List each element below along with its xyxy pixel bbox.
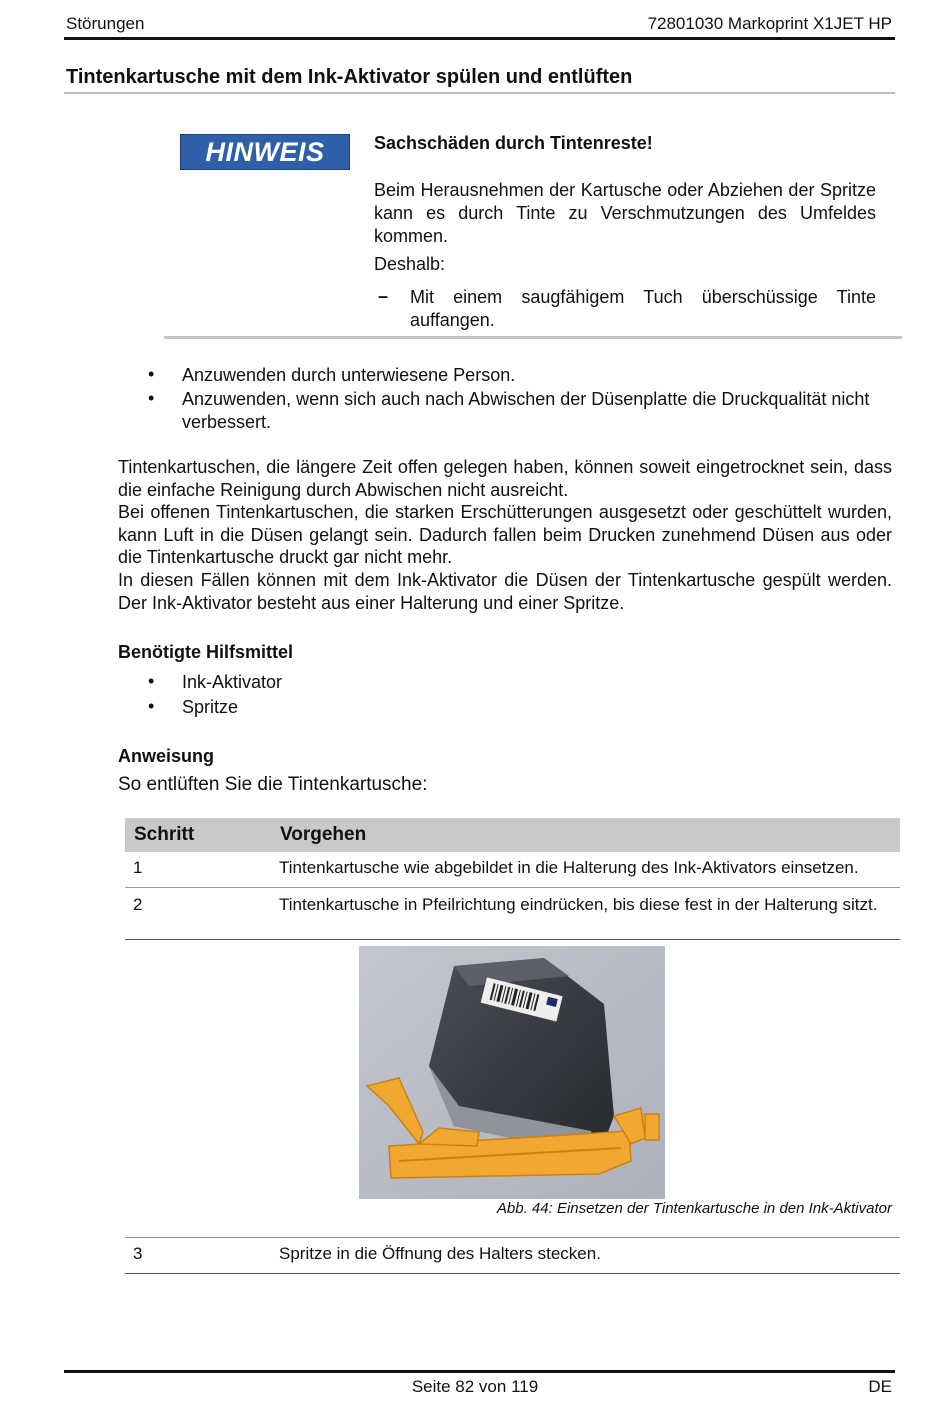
column-header-action: Vorgehen bbox=[280, 824, 367, 845]
figure-caption: Abb. 44: Einsetzen der Tintenkartusche in den Ink-Aktivator bbox=[496, 1200, 892, 1217]
usage-item: Anzuwenden, wenn sich auch nach Abwischen der Düsenplatte die Druckqualität nicht verbessert. bbox=[182, 389, 870, 432]
table-cell-step: 1 bbox=[133, 858, 143, 877]
page-number: Seite 82 von 119 bbox=[411, 1377, 539, 1396]
page-title: Tintenkartusche mit dem Ink-Aktivator spülen und entlüften bbox=[66, 66, 633, 88]
figure-image bbox=[359, 946, 665, 1199]
language-code: DE bbox=[868, 1377, 892, 1396]
instruction-heading: Anweisung bbox=[118, 746, 215, 766]
table-cell-action: Tintenkartusche in Pfeilrichtung eindrücken, bis diese fest in der Halterung sitzt. bbox=[279, 895, 878, 914]
table-cell-step: 3 bbox=[133, 1244, 143, 1263]
footer-divider bbox=[64, 1370, 895, 1373]
notice-badge: HINWEIS bbox=[180, 134, 350, 170]
bullet-icon: • bbox=[148, 388, 155, 408]
table-row-divider bbox=[125, 887, 900, 888]
usage-item: Anzuwenden durch unterwiesene Person. bbox=[182, 365, 516, 385]
cartridge-in-holder-illustration bbox=[359, 946, 665, 1199]
bullet-icon: • bbox=[148, 364, 155, 384]
paragraph: Bei offenen Tintenkartuschen, die starken Erschütterungen ausgesetzt oder geschüttelt wurden, kann Luft in die Düsen gelangt sein. Dadurch fallen beim Drucken zunehmend Düsen aus oder die Tintenkartusche druckt gar nicht mehr. bbox=[118, 502, 892, 568]
notice-dash: – bbox=[378, 286, 389, 306]
tools-heading: Benötigte Hilfsmittel bbox=[118, 642, 294, 662]
paragraph: Tintenkartuschen, die längere Zeit offen gelegen haben, können soweit eingetrocknet sein, dass die einfache Reinigung durch Abwischen nicht ausreicht. bbox=[118, 457, 892, 500]
table-row-divider bbox=[125, 1273, 900, 1274]
header-divider bbox=[64, 37, 895, 40]
header-product: 72801030 Markoprint X1JET HP bbox=[647, 14, 892, 33]
instruction-intro: So entlüften Sie die Tintenkartusche: bbox=[118, 774, 428, 795]
table-cell-action: Spritze in die Öffnung des Halters stecken. bbox=[279, 1244, 601, 1263]
notice-divider bbox=[164, 336, 902, 339]
column-header-step: Schritt bbox=[134, 824, 195, 845]
notice-heading: Sachschäden durch Tintenreste! bbox=[374, 133, 653, 153]
table-cell-step: 2 bbox=[133, 895, 143, 914]
tool-item: Ink-Aktivator bbox=[182, 672, 283, 692]
notice-therefore: Deshalb: bbox=[374, 254, 446, 274]
table-header bbox=[125, 818, 900, 852]
bullet-icon: • bbox=[148, 671, 155, 691]
bullet-icon: • bbox=[148, 696, 155, 716]
table-row-divider bbox=[125, 939, 900, 940]
notice-text: Beim Herausnehmen der Kartusche oder Abziehen der Spritze kann es durch Tinte zu Verschmutzungen des Umfeldes kommen. bbox=[374, 180, 876, 246]
table-cell-action: Tintenkartusche wie abgebildet in die Halterung des Ink-Aktivators einsetzen. bbox=[279, 858, 859, 877]
paragraph: In diesen Fällen können mit dem Ink-Aktivator die Düsen der Tintenkartusche gespült werden. Der Ink-Aktivator besteht aus einer Halterung und einer Spritze. bbox=[118, 570, 892, 613]
title-divider bbox=[64, 92, 895, 94]
notice-item: Mit einem saugfähigem Tuch überschüssige Tinte auffangen. bbox=[410, 287, 876, 330]
header-section: Störungen bbox=[66, 14, 145, 33]
table-row-divider bbox=[125, 1237, 900, 1238]
tool-item: Spritze bbox=[182, 697, 239, 717]
